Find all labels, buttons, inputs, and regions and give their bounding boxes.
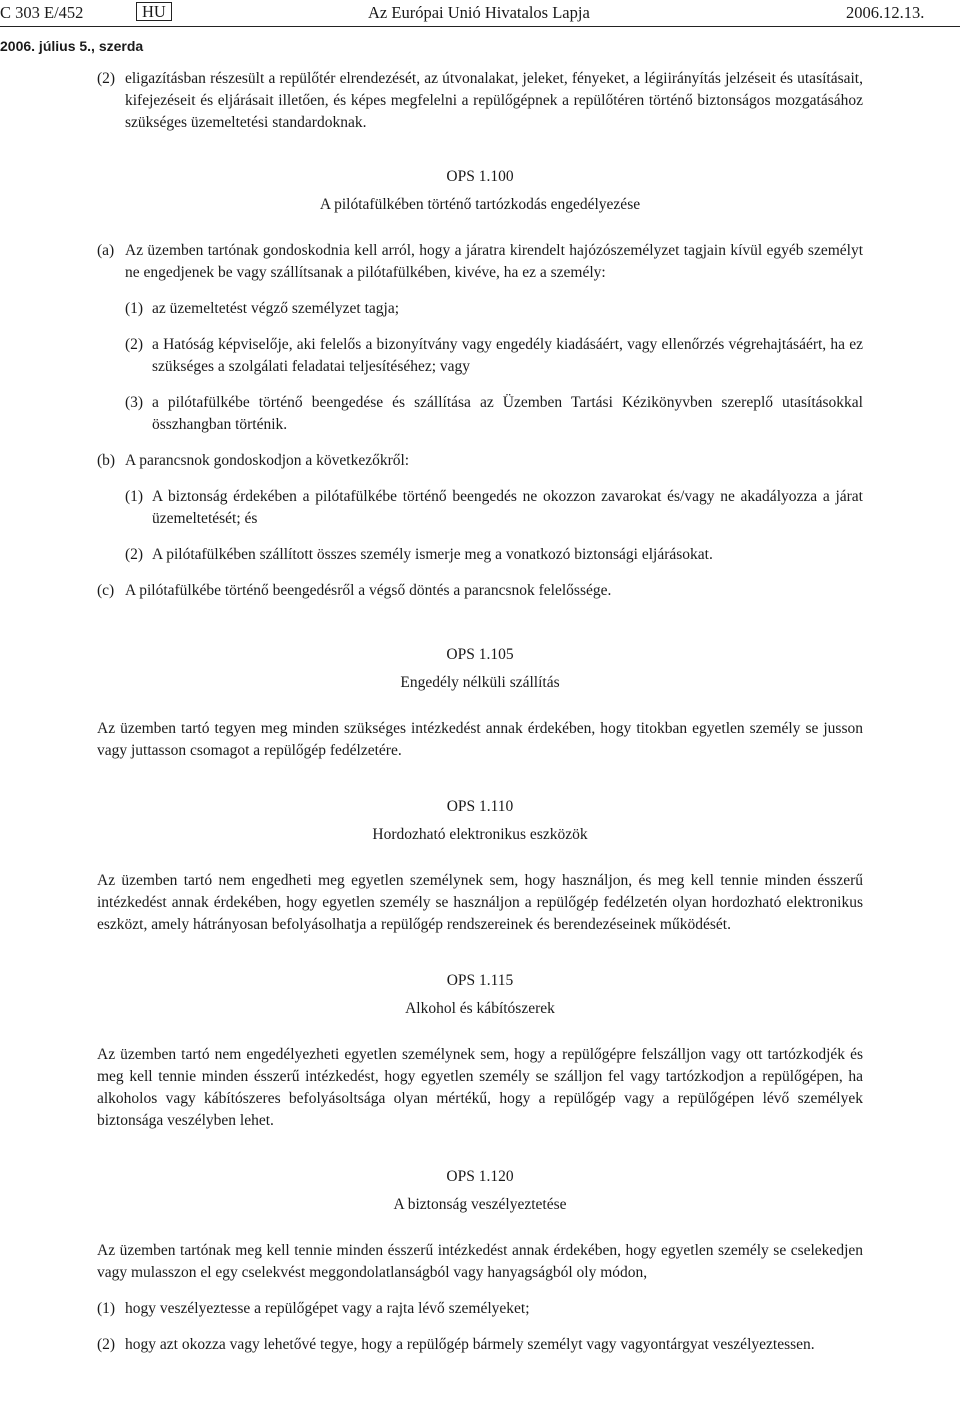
item-text: A biztonság érdekében a pilótafülkébe történő beengedés ne okozzon zavarokat és/vagy ne akadályozza a járat üzemeltetését; és xyxy=(152,488,863,527)
language-code: HU xyxy=(136,2,172,21)
list-item xyxy=(125,298,863,320)
document-body xyxy=(97,68,863,1370)
section-title: Alkohol és kábítószerek xyxy=(405,1000,555,1017)
item-number: (2) xyxy=(97,1336,116,1353)
item-number: (b) xyxy=(97,452,116,469)
section-number: OPS 1.110 xyxy=(446,798,514,815)
item-number: (1) xyxy=(125,488,144,505)
item-text: Az üzemben tartónak gondoskodnia kell arról, hogy a járatra kirendelt hajózószemélyzet tagjain kívül egyéb személyt ne engedjenek be vagy szállítsanak a pilótafülkében, kivéve, ha ez a személy: xyxy=(125,242,863,281)
item-text: a pilótafülkébe történő beengedése és szállítása az Üzemben Tartási Kézikönyvben szereplő utasításokkal összhangban történik. xyxy=(152,394,863,433)
header-rule xyxy=(0,26,960,27)
item-number: (2) xyxy=(125,546,144,563)
list-item xyxy=(97,1298,863,1320)
item-number: (c) xyxy=(97,582,115,599)
item-text: eligazításban részesült a repülőtér elrendezését, az útvonalakat, jeleket, fényeket, a légiirányítás jelzéseit és utasításait, kifejezéseit és eljárásait illetően, és képes megfelelni a repülőgépnek a repülőtéren történő biztonságos mozgatásához szükséges üzemeltetési standardoknak. xyxy=(125,70,863,131)
journal-title: Az Európai Unió Hivatalos Lapja xyxy=(368,3,590,22)
section-number: OPS 1.115 xyxy=(446,972,514,989)
item-text: A parancsnok gondoskodjon a következőkről: xyxy=(125,452,410,469)
list-item xyxy=(97,1334,863,1356)
section-number: OPS 1.100 xyxy=(446,168,514,185)
section-number: OPS 1.120 xyxy=(446,1168,514,1185)
item-text: hogy azt okozza vagy lehetővé tegye, hogy a repülőgép bármely személyt vagy vagyontárgyat veszélyeztessen. xyxy=(125,1336,815,1353)
paragraph-b xyxy=(97,450,863,472)
item-number: (a) xyxy=(97,242,115,259)
list-item xyxy=(125,486,863,530)
item-number: (2) xyxy=(97,70,116,87)
language-badge xyxy=(136,2,172,22)
section-text: Az üzemben tartónak meg kell tennie minden ésszerű intézkedést annak érdekében, hogy egyetlen személy se cselekedjen vagy mulasszon el egy cselekvést meggondolatlanságból vagy hanyagságból oly módon, xyxy=(97,1242,863,1281)
item-number: (1) xyxy=(125,300,144,317)
section-text: Az üzemben tartó nem engedélyezheti egyetlen személynek sem, hogy a repülőgépre felszálljon vagy ott tartózkodjék és meg kell tennie minden ésszerű intézkedést, hogy egyetlen személy se szálljon fel vagy tartózkodjon a repülőgépen, ha alkoholos vagy kábítószeres befolyásoltsága olyan mértékű, hogy a repülőgép vagy a repülőgépen lévő személyek biztonsága veszélyben lehet. xyxy=(97,1046,863,1129)
publication-date: 2006.12.13. xyxy=(846,3,925,22)
list-item xyxy=(125,334,863,378)
section-title: Hordozható elektronikus eszközök xyxy=(372,826,588,843)
item-text: A pilótafülkében szállított összes személy ismerje meg a vonatkozó biztonsági eljárásokat. xyxy=(152,546,713,563)
list-item xyxy=(125,392,863,436)
item-text: az üzemeltetést végző személyzet tagja; xyxy=(152,300,400,317)
item-number: (3) xyxy=(125,394,144,411)
section-title: A biztonság veszélyeztetése xyxy=(393,1196,567,1213)
section-title: Engedély nélküli szállítás xyxy=(400,674,560,691)
item-text: hogy veszélyeztesse a repülőgépet vagy a rajta lévő személyeket; xyxy=(125,1300,530,1317)
item-text: A pilótafülkébe történő beengedésről a végső döntés a parancsnok felelőssége. xyxy=(125,582,612,599)
section-text: Az üzemben tartó tegyen meg minden szükséges intézkedést annak érdekében, hogy titokban egyetlen személy se jusson vagy juttasson csomagot a repülőgép fedélzetére. xyxy=(97,720,863,759)
intro-item xyxy=(97,68,863,134)
section-text: Az üzemben tartó nem engedheti meg egyetlen személynek sem, hogy használjon, és meg kell tennie minden ésszerű intézkedést annak érdekében, hogy egyetlen személy se használjon a repülőgép fedélzetén olyan hordozható elektronikus eszközt, amely hátrányosan befolyásolhatja a repülőgép rendszereinek és berendezéseinek működését. xyxy=(97,872,863,933)
item-number: (1) xyxy=(97,1300,116,1317)
item-text: a Hatóság képviselője, aki felelős a bizonyítvány vagy engedély kiadásáért, vagy ellenőrzés végrehajtásáért, ha ez szükséges a szolgálati feladatai teljesítéséhez; vagy xyxy=(152,336,863,375)
list-item xyxy=(125,544,863,566)
paragraph-c xyxy=(97,580,863,602)
paragraph-a xyxy=(97,240,863,284)
session-date: 2006. július 5., szerda xyxy=(0,38,144,54)
section-title: A pilótafülkében történő tartózkodás engedélyezése xyxy=(319,196,641,213)
section-number: OPS 1.105 xyxy=(446,646,514,663)
page-reference: C 303 E/452 xyxy=(0,3,84,22)
item-number: (2) xyxy=(125,336,144,353)
page-header xyxy=(0,0,960,26)
